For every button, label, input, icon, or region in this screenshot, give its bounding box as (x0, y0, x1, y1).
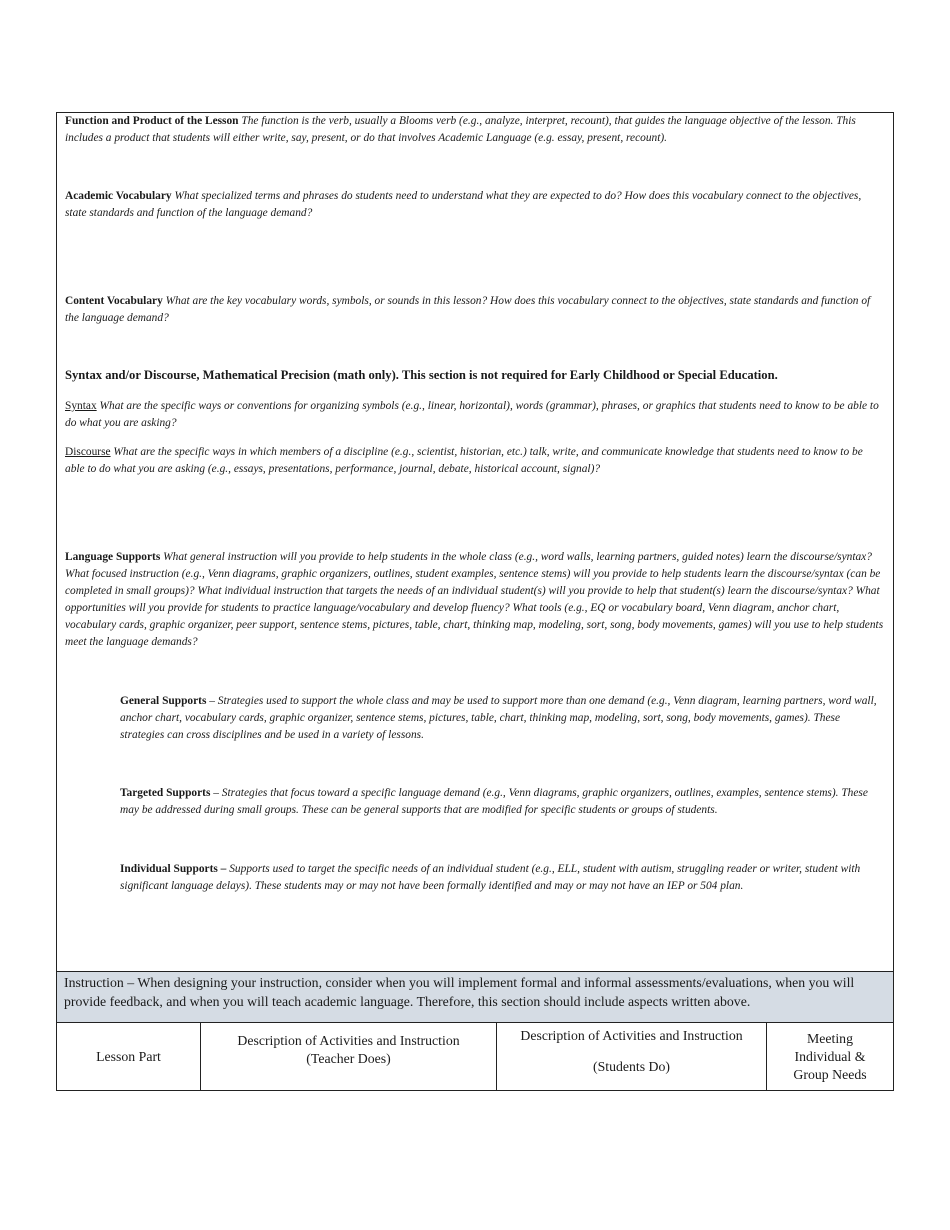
discourse-text: What are the specific ways in which members of a discipline (e.g., scientist, historian, etc.) talk, write, and communicate knowledge that students need to know to be able to do what you are asking (e.g., essays, presentations, performance, journal, debate, historical account, signal)? (65, 446, 863, 475)
language-text: What general instruction will you provide to help students in the whole class (e.g., word walls, learning partners, guided notes) learn the discourse/syntax? What focused instruction (e.g., Venn diagrams, graphic organizers, outlines, student examples, sentence stems) will you provide to help students learn the discourse/syntax (can be completed in small groups)? What individual instruction that targets the needs of an individual student(s) will you provide to help that student(s) learn the discourse/syntax? What opportunities will you provide for students to practice language/vocabulary and develop fluency? What tools (e.g., EQ or vocabulary board, Venn diagram, anchor chart, vocabulary cards, graphic organizer, peer support, sentence stems, pictures, table, chart, thinking map, modeling, sort, song, body movements, games) will you use to help students meet the language demands? (65, 551, 884, 648)
function-text: The function is the verb, usually a Blooms verb (e.g., analyze, interpret, recount), that guides the language objective of the lesson. This includes a product that students will either write, say, present, or do that involves Academic Language (e.g. essay, present, recount). (65, 115, 856, 144)
function-heading: Function and Product of the Lesson (65, 115, 239, 127)
header-students-do (497, 1023, 767, 1091)
individual-heading: Individual Supports – (120, 863, 227, 875)
individual-text: Supports used to target the specific needs of an individual student (e.g., ELL, student with autism, struggling reader or writer, student with significant language delays). These students may or may not have been formally identified and may or may not have an IEP or 504 plan. (120, 863, 861, 892)
targeted-dash: – (210, 787, 222, 799)
general-dash: – (206, 695, 218, 707)
syntax-text: What are the specific ways or conventions for organizing symbols (e.g., linear, horizontal), words (grammar), phrases, or graphics that students need to know to be able to do what you are asking? (65, 400, 879, 429)
individual-supports-section (120, 861, 885, 895)
syntax-section (65, 398, 885, 432)
instruction-text: Instruction – When designing your instruction, consider when you will implement formal and informal assessments/evaluations, when you will provide feedback, and when you will teach academic language. Therefore, this section should include aspects written above. (64, 975, 855, 1009)
lesson-table-header (57, 1022, 893, 1091)
discourse-label: Discourse (65, 446, 111, 458)
syntax-label: Syntax (65, 400, 97, 412)
header-lesson-part (57, 1023, 201, 1091)
teacher-does-line1: Description of Activities and Instruction (237, 1033, 460, 1048)
targeted-text: Strategies that focus toward a specific language demand (e.g., Venn diagrams, graphic organizers, outlines, examples, sentence stems). These may be addressed during small groups. These can be general supports that are modified for specific students or groups of students. (120, 787, 868, 816)
targeted-heading: Targeted Supports (120, 787, 211, 799)
header-teacher-does (201, 1023, 497, 1091)
general-text: Strategies used to support the whole class and may be used to support more than one demand (e.g., Venn diagram, learning partners, word wall, anchor chart, vocabulary cards, graphic organizer, sentence stems, pictures, table, chart, thinking map, modeling, sort, song, body movements, games). These strategies can cross disciplines and be used in a variety of lessons. (120, 695, 877, 741)
lesson-plan-frame (56, 112, 894, 1091)
instruction-banner (57, 971, 893, 1022)
function-product-section (65, 113, 885, 147)
academic-heading: Academic Vocabulary (65, 190, 172, 202)
language-supports-section (65, 549, 885, 651)
general-heading: General Supports (120, 695, 207, 707)
teacher-does-line2: (Teacher Does) (306, 1051, 391, 1066)
content-heading: Content Vocabulary (65, 295, 163, 307)
lesson-part-label: Lesson Part (96, 1049, 161, 1064)
general-supports-section (120, 693, 885, 744)
content-vocabulary-section (65, 293, 885, 327)
students-do-line1: Description of Activities and Instruction (520, 1028, 743, 1043)
academic-text: What specialized terms and phrases do students need to understand what they are expected to do? How does this vocabulary connect to the objectives, state standards and function of the language demand? (65, 190, 862, 219)
meeting-needs-label: Meeting Individual & Group Needs (793, 1031, 867, 1082)
syntax-discourse-heading: Syntax and/or Discourse, Mathematical Precision (math only). This section is not required for Early Childhood or Special Education. (65, 368, 778, 382)
syntax-discourse-heading-section (65, 367, 885, 384)
content-text: What are the key vocabulary words, symbols, or sounds in this lesson? How does this vocabulary connect to the objectives, state standards and function of the language demand? (65, 295, 871, 324)
targeted-supports-section (120, 785, 885, 819)
language-heading: Language Supports (65, 551, 161, 563)
academic-vocabulary-section (65, 188, 885, 222)
students-do-line2: (Students Do) (592, 1059, 671, 1074)
header-meeting-needs (767, 1023, 893, 1091)
discourse-section (65, 444, 885, 478)
